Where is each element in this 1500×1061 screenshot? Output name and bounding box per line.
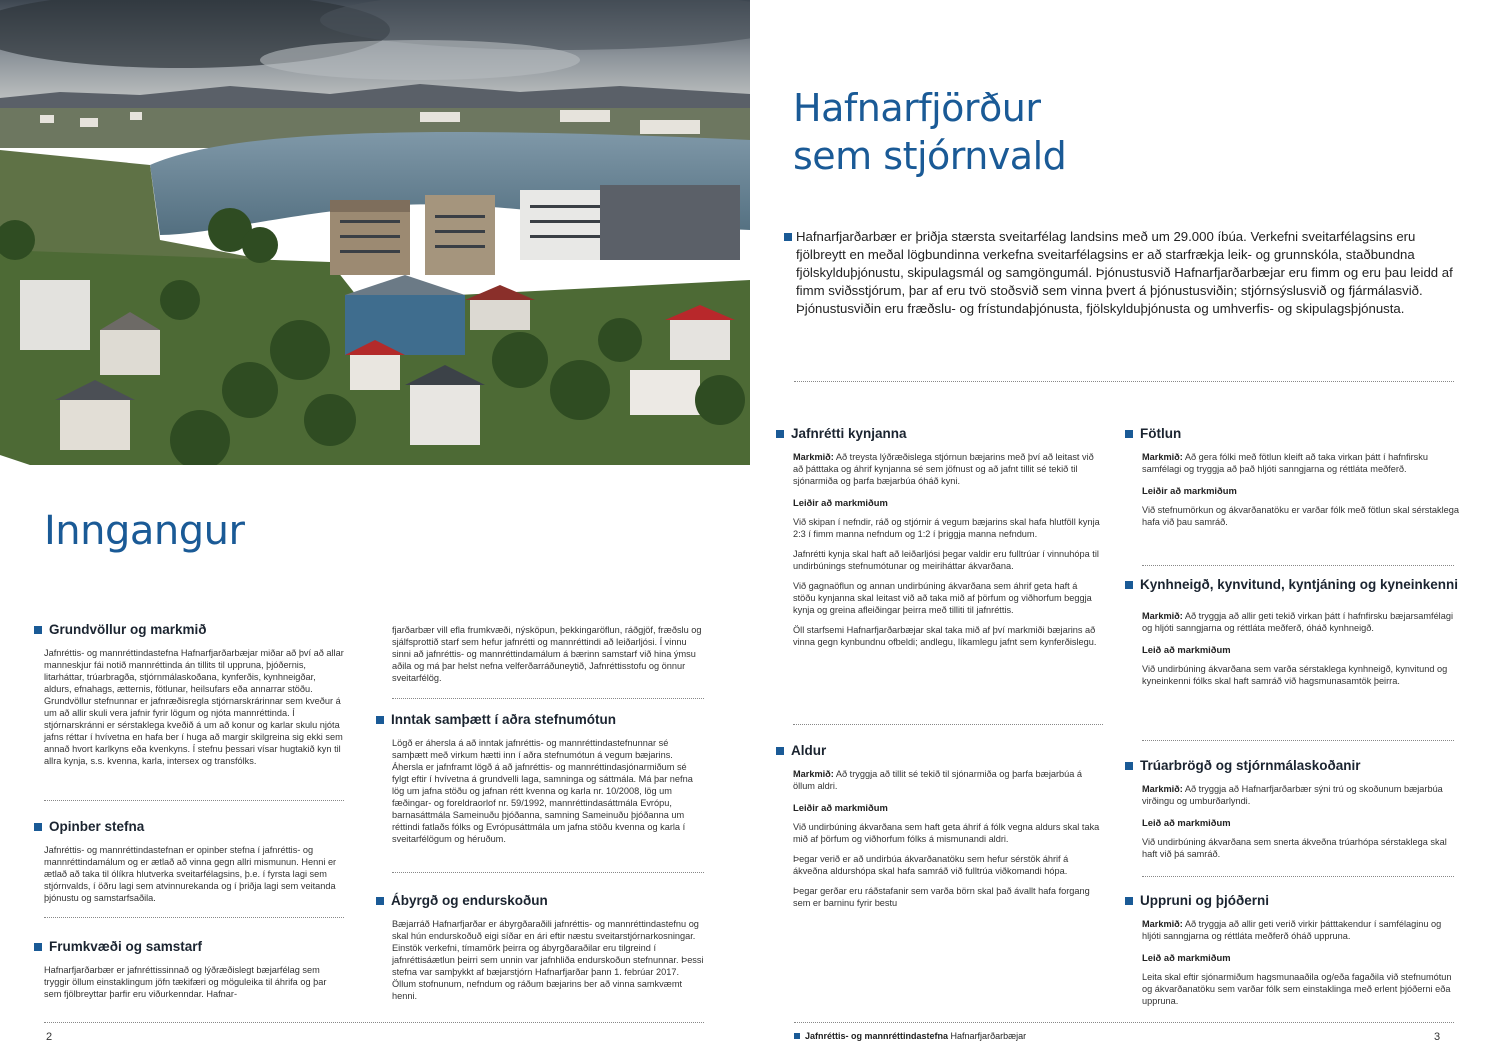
section-grundvollur [34,622,344,767]
section-heading: Ábyrgð og endurskoðun [376,893,704,908]
section-fotlun [1125,426,1461,528]
bullet-square-icon [376,897,384,905]
section-heading: Aldur [776,743,1102,758]
section-heading: Inntak samþætt í aðra stefnumótun [376,712,704,727]
page-title-inngangur: Inngangur [44,508,245,554]
section-truarbrogd [1125,758,1461,860]
goal-text: Markmið: Að treysta lýðræðislega stjórnun bæjarins með því að leitast við að þátttaka og áhrif kynjanna sé sem jöfnust og að jafnt tillit sé tekið til sjónarmiða og þarfa bæjarbúa óháð kyni. [793,452,1094,486]
harbor-photo [0,0,750,465]
sub-heading: Leið að markmiðum [1142,644,1231,655]
section-paragraph: Við stefnumörkun og ákvarðanatöku er varðar fólk með fötlun skal sérstaklega hafa við þau samráð. [1142,505,1459,527]
footer: Jafnréttis- og mannréttindastefna Hafnarfjarðarbæjar [794,1031,1026,1041]
section-paragraph: Við undirbúning ákvarðana sem snerta ákveðna trúarhópa sérstaklega skal haft við þá samráð. [1142,837,1447,859]
bullet-square-icon [784,233,792,241]
section-aldur [776,743,1102,909]
dotted-divider [392,872,704,873]
section-heading: Jafnrétti kynjanna [776,426,1102,441]
section-heading: Kynhneigð, kynvitund, kyntjáning og kyneinkenni [1125,577,1461,592]
bullet-square-icon [34,823,42,831]
bullet-square-icon [794,1033,800,1039]
goal-text: Markmið: Að tryggja að allir geti tekið virkan þátt í hafnfirsku bæjarsamfélagi og hljóti sanngjarna og réttláta meðferð, óháð kynhneigð. [1142,611,1453,633]
bullet-square-icon [1125,581,1133,589]
page-number: 2 [46,1031,53,1043]
bullet-square-icon [776,430,784,438]
section-paragraph: fjarðarbær vill efla frumkvæði, nýsköpun, þekkingaröflun, ráðgjöf, fræðslu og sjálfsprottið starf sem hefur jafnrétti og mannréttindi að leiðarljósi. Í vinnu sinni að jafnréttis- og mannréttindamálum á bærinn samstarf við hina ýmsu aðila og má þar helst nefna velferðarráðuneytið, Jafnréttisstofu og önnur sveitarfélög. [392,625,702,683]
section-paragraph: Hafnarfjarðarbær er jafnréttissinnað og lýðræðislegt bæjarfélag sem tryggir öllum einstaklingum jöfn tækifæri og möguleika til áhrifa og þar sem fjölbreyttar þarfir eru viðurkenndar. Hafnar- [44,965,327,999]
sub-heading: Leið að markmiðum [1142,952,1231,963]
dotted-divider [1142,876,1454,877]
section-uppruni [1125,893,1461,1007]
dotted-divider [392,698,704,699]
section-paragraph: Við undirbúning ákvarðana sem varða sérstaklega kynhneigð, kynvitund og kyneinkenni fólks skal haft samráð við hagsmunasamtök þeirra. [1142,664,1448,686]
goal-text: Markmið: Að tryggja að allir geti verið virkir þátttakendur í samfélaginu og hljóti sanngjarna og réttláta meðferð óháð uppruna. [1142,919,1442,941]
intro-paragraph: Hafnarfjarðarbær er þriðja stærsta sveitarfélag landsins með um 29.000 íbúa. Verkefni sveitarfélagsins eru fjölbreytt en meðal lögbundinna verkefna sveitarfélagsins er að starfrækja leik- og grunnskóla, staðbundna fjölskylduþjónustu, skipulagsmál og samgöngumál. Þjónustusvið Hafnarfjarðarbæjar eru fimm og eru þau leidd af fimm sviðsstjórum, þar af eru tvö stoðsvið sem vinna þvert á þjónustusviðin; stjórnsýslusvið og fjármálasvið. Þjónustusviðin eru fræðslu- og frístundaþjónusta, fjölskylduþjónusta og umhverfis- og skipulagsþjónusta. [784,228,1454,318]
sub-heading: Leiðir að markmiðum [793,802,888,813]
right-page [750,0,1500,1061]
section-inntak [376,712,704,845]
section-heading: Opinber stefna [34,819,344,834]
section-paragraph: Bæjarráð Hafnarfjarðar er ábyrgðaraðili jafnréttis- og mannréttindastefnu og skal hún endurskoðuð eigi síðar en ári eftir næstu sveitarstjórnarkosningar. Einstök verkefni, tímamörk þeirra og ábyrgðaraðilar eru tilgreind í jafnréttisáætlun þeirri sem unnin var jafnhliða endurskoðun stefnunnar. Þessi stefna var samþykkt af bæjarstjórn Hafnarfjarðar þann 1. febrúar 2017. Öllum stofnunum, nefndum og ráðum bæjarins ber að vinna samkvæmt henni. [392,919,704,1001]
bullet-square-icon [34,943,42,951]
section-paragraph: Við skipan í nefndir, ráð og stjórnir á vegum bæjarins skal hafa hlutföll kynja 2:3 í fimm manna nefndum og 1:2 í þriggja manna nefndum. [793,517,1100,539]
sub-heading: Leið að markmiðum [1142,817,1231,828]
section-paragraph: Við gagnaöflun og annan undirbúning ákvarðana sem áhrif geta haft á stöðu kynjanna skal leitast við að taka mið af þörfum og viðhorfum beggja kynja og greina afleiðingar þeirra með tilliti til jafnréttis. [793,581,1092,615]
dotted-divider [793,724,1103,725]
section-frumkvaedi-continued [392,624,704,684]
bullet-square-icon [34,626,42,634]
section-opinber-stefna [34,819,344,904]
section-paragraph: Leita skal eftir sjónarmiðum hagsmunaaðila og/eða fagaðila við stefnumótun og ákvarðanatöku sem varðar fólk sem einstaklinga með erlent þjóðerni eða uppruna. [1142,972,1452,1006]
dotted-divider [44,800,344,801]
bullet-square-icon [1125,430,1133,438]
goal-text: Markmið: Að tryggja að Hafnarfjarðarbær sýni trú og skoðunum bæjarbúa virðingu og umburðarlyndi. [1142,784,1443,806]
section-paragraph: Öll starfsemi Hafnarfjarðarbæjar skal taka mið af því markmiði bæjarins að vinna gegn kynbundnu ofbeldi; andlegu, líkamlegu jafnt sem kynferðislegu. [793,625,1097,647]
dotted-divider [794,381,1454,382]
page-title-hafnarfjordur: Hafnarfjörður sem stjórnvald [793,86,1067,178]
section-paragraph: Við undirbúning ákvarðana sem haft geta áhrif á fólk vegna aldurs skal taka mið af þörfum og viðhorfum fólks á mismunandi aldri. [793,822,1100,844]
section-heading: Fötlun [1125,426,1461,441]
section-abyrgd [376,893,704,1002]
section-paragraph: Jafnréttis- og mannréttindastefnan er opinber stefna í jafnréttis- og mannréttindamálum og er ætlað að vinna gegn allri mismunun. Henni er ætlað að taka til ólíkra hlutverka sveitarfélagsins, þ.e. í fyrsta lagi sem stjórnvalds, í öðru lagi sem atvinnurekanda og í þriðja lagi sem veitanda þjónustu og samstarfsaðila. [44,845,337,903]
page-number: 3 [1434,1031,1441,1043]
sub-heading: Leiðir að markmiðum [1142,485,1237,496]
dotted-divider [44,917,344,918]
dotted-divider [1142,740,1454,741]
goal-text: Markmið: Að gera fólki með fötlun kleift að taka virkan þátt í hafnfirsku samfélagi og tryggja að það hljóti sanngjarna og réttláta meðferð. [1142,452,1428,474]
section-kynhneigd [1125,577,1461,687]
section-paragraph: Jafnréttis- og mannréttindastefna Hafnarfjarðarbæjar miðar að því að allar manneskjur fái notið mannréttinda án tillits til uppruna, þjóðernis, litarháttar, trúarbragða, stjórnmálaskoðana, kynferðis, kynhneigðar, aldurs, efnahags, ætternis, fötlunar, heilsufars eða annarrar stöðu. Grundvöllur stefnunnar er jafnræðisregla stjórnarskrárinnar sem kveður á um að allir skuli vera jafnir fyrir lögum og njóta mannréttinda. Í stjórnarskránni er sérstaklega kveðið á um að konur og karlar skulu njóta jafns réttar í hvívetna en hafa ber í huga að margir skilgreina sig ekki sem annað hvort karlkyns eða kvenkyns. Í stefnu þessari vísar hugtakið kyn til allra kynja, s.s. kvenna, karla, intersex og transfólks. [44,648,344,766]
section-jafnretti-kynjanna [776,426,1102,648]
bullet-square-icon [776,747,784,755]
bullet-square-icon [376,716,384,724]
dotted-divider [44,1022,704,1023]
bullet-square-icon [1125,897,1133,905]
section-frumkvaedi [34,939,344,1000]
section-paragraph: Lögð er áhersla á að inntak jafnréttis- og mannréttindastefnunnar sé samþætt með virkum hætti inn í aðra stefnumótun á vegum bæjarins. Áhersla er jafnframt lögð á að jafnréttis- og mannréttindasjónarmiðum sé fylgt eftir í hvívetna á grundvelli laga, samninga og sáttmála. Má þar nefna lög um jafna stöðu og jafnan rétt kvenna og karla nr. 10/2008, lög um fæðingar- og foreldraorlof nr. 59/1992, mannréttindasáttmála Evrópu, barnasáttmála Sameinuðu þjóðanna, samning Sameinuðu þjóðanna um réttindi fatlaðs fólks og Evrópusáttmála um jafna stöðu kvenna og karla í sveitarfélögum og héruðum. [392,738,693,844]
dotted-divider [1142,565,1454,566]
section-paragraph: Jafnrétti kynja skal haft að leiðarljósi þegar valdir eru fulltrúar í vinnuhópa til undirbúnings stefnumótunar og meiriháttar ákvarðana. [793,549,1099,571]
section-paragraph: Þegar gerðar eru ráðstafanir sem varða börn skal það ávallt hafa forgang sem er barninu fyrir bestu [793,886,1090,908]
section-heading: Uppruni og þjóðerni [1125,893,1461,908]
dotted-divider [794,1022,1454,1023]
section-paragraph: Þegar verið er að undirbúa ákvarðanatöku sem hefur sérstök áhrif á ákveðna aldurshópa skal hafa samráð við fulltrúa viðkomandi hópa. [793,854,1069,876]
bullet-square-icon [1125,762,1133,770]
goal-text: Markmið: Að tryggja að tillit sé tekið til sjónarmiða og þarfa bæjarbúa á öllum aldri. [793,769,1083,791]
section-heading: Trúarbrögð og stjórnmálaskoðanir [1125,758,1461,773]
sub-heading: Leiðir að markmiðum [793,497,888,508]
section-heading: Frumkvæði og samstarf [34,939,344,954]
section-heading: Grundvöllur og markmið [34,622,344,637]
